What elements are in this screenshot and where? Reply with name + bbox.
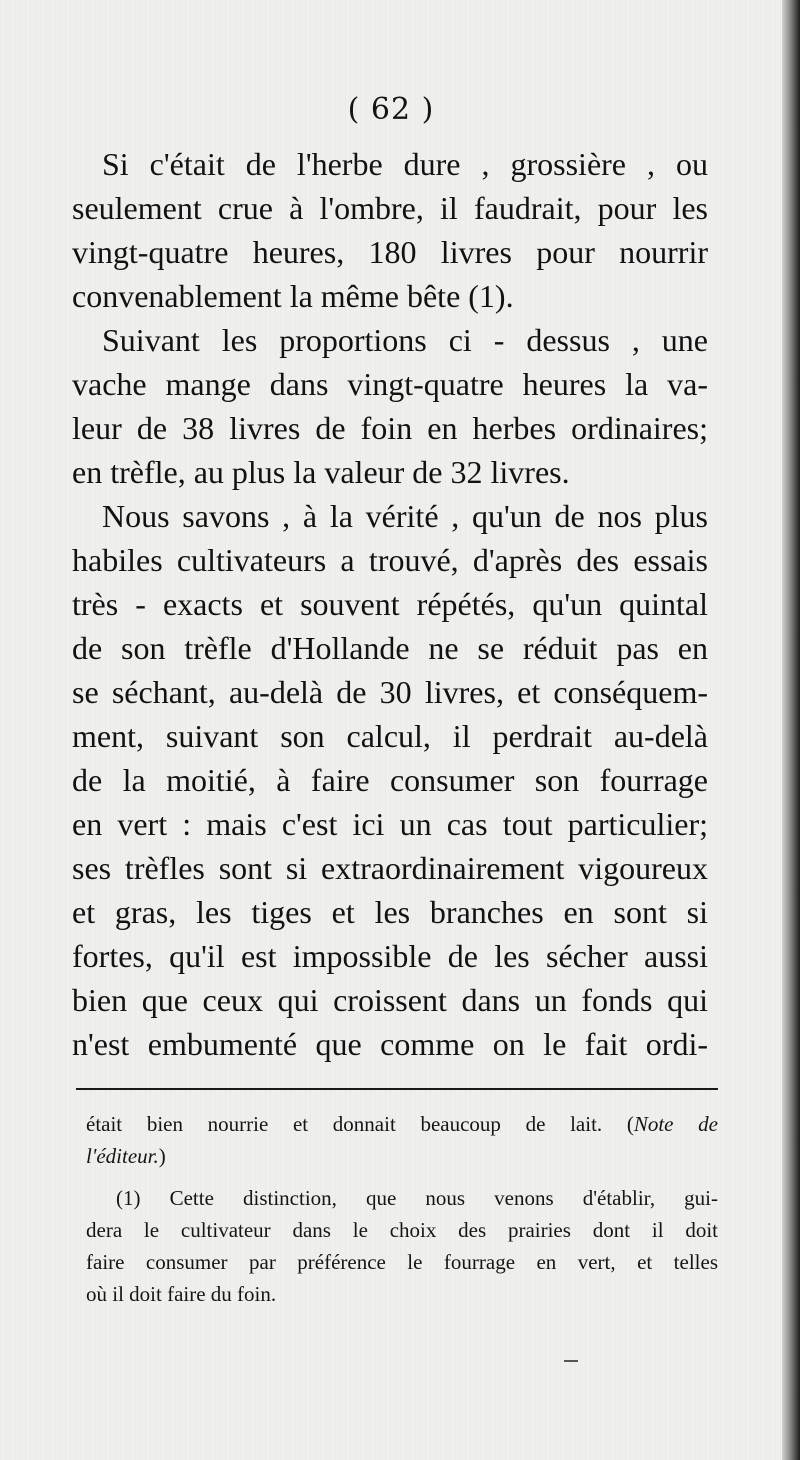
footnote-italic: Note de [633, 1112, 719, 1136]
text-line: seulement crue à l'ombre, il faudrait, pour les [72, 190, 708, 226]
footnote-text: ) [158, 1144, 166, 1168]
footnote-text: était bien nourrie et donnait beaucoup de lait. ( [86, 1112, 634, 1136]
text-line: n'est embumenté que comme on le fait ordi- [72, 1026, 708, 1062]
text-line: de la moitié, à faire consumer son fourrage [72, 762, 708, 798]
text-line: se séchant, au-delà de 30 livres, et conséquem- [72, 674, 708, 710]
text-line: leur de 38 livres de foin en herbes ordinaires; [72, 410, 708, 446]
footnote-continued-line [86, 1108, 718, 1140]
text-line: Si c'était de l'herbe dure , grossière , ou [102, 146, 708, 182]
text-line: très - exacts et souvent répétés, qu'un quintal [72, 586, 708, 622]
text-line: habiles cultivateurs a trouvé, d'après des essais [72, 542, 708, 578]
footnote-line: où il doit faire du foin. [86, 1282, 277, 1306]
page-edge-shadow [782, 0, 800, 1460]
footnote-line: (1) Cette distinction, que nous venons d'établir, gui- [116, 1186, 718, 1210]
text-line: ses trèfles sont si extraordinairement vigoureux [72, 850, 708, 886]
printer-mark [564, 1360, 578, 1362]
main-text [72, 142, 708, 1066]
footnote-line: dera le cultivateur dans le choix des prairies dont il doit [86, 1218, 718, 1242]
text-line: en trèfle, au plus la valeur de 32 livres. [72, 454, 570, 490]
footnote-italic: l'éditeur. [86, 1144, 159, 1168]
text-line: en vert : mais c'est ici un cas tout particulier; [72, 806, 708, 842]
text-line: vache mange dans vingt-quatre heures la va- [72, 366, 708, 402]
text-line: de son trèfle d'Hollande ne se réduit pas en [72, 630, 708, 666]
footnote-divider [76, 1088, 718, 1090]
text-line: et gras, les tiges et les branches en sont si [72, 894, 708, 930]
text-line: ment, suivant son calcul, il perdrait au-delà [72, 718, 708, 754]
page-number: ( 62 ) [347, 92, 435, 127]
text-line: Nous savons , à la vérité , qu'un de nos plus [102, 498, 708, 534]
text-line: bien que ceux qui croissent dans un fonds qui [72, 982, 708, 1018]
text-line: Suivant les proportions ci - dessus , une [102, 322, 708, 358]
text-line: convenablement la même bête (1). [72, 278, 514, 314]
footnotes [86, 1108, 718, 1310]
footnote-line: faire consumer par préférence le fourrage en vert, et telles [86, 1250, 718, 1274]
footnote-continued-line [86, 1140, 718, 1172]
text-line: fortes, qu'il est impossible de les sécher aussi [72, 938, 708, 974]
text-line: vingt-quatre heures, 180 livres pour nourrir [72, 234, 708, 270]
